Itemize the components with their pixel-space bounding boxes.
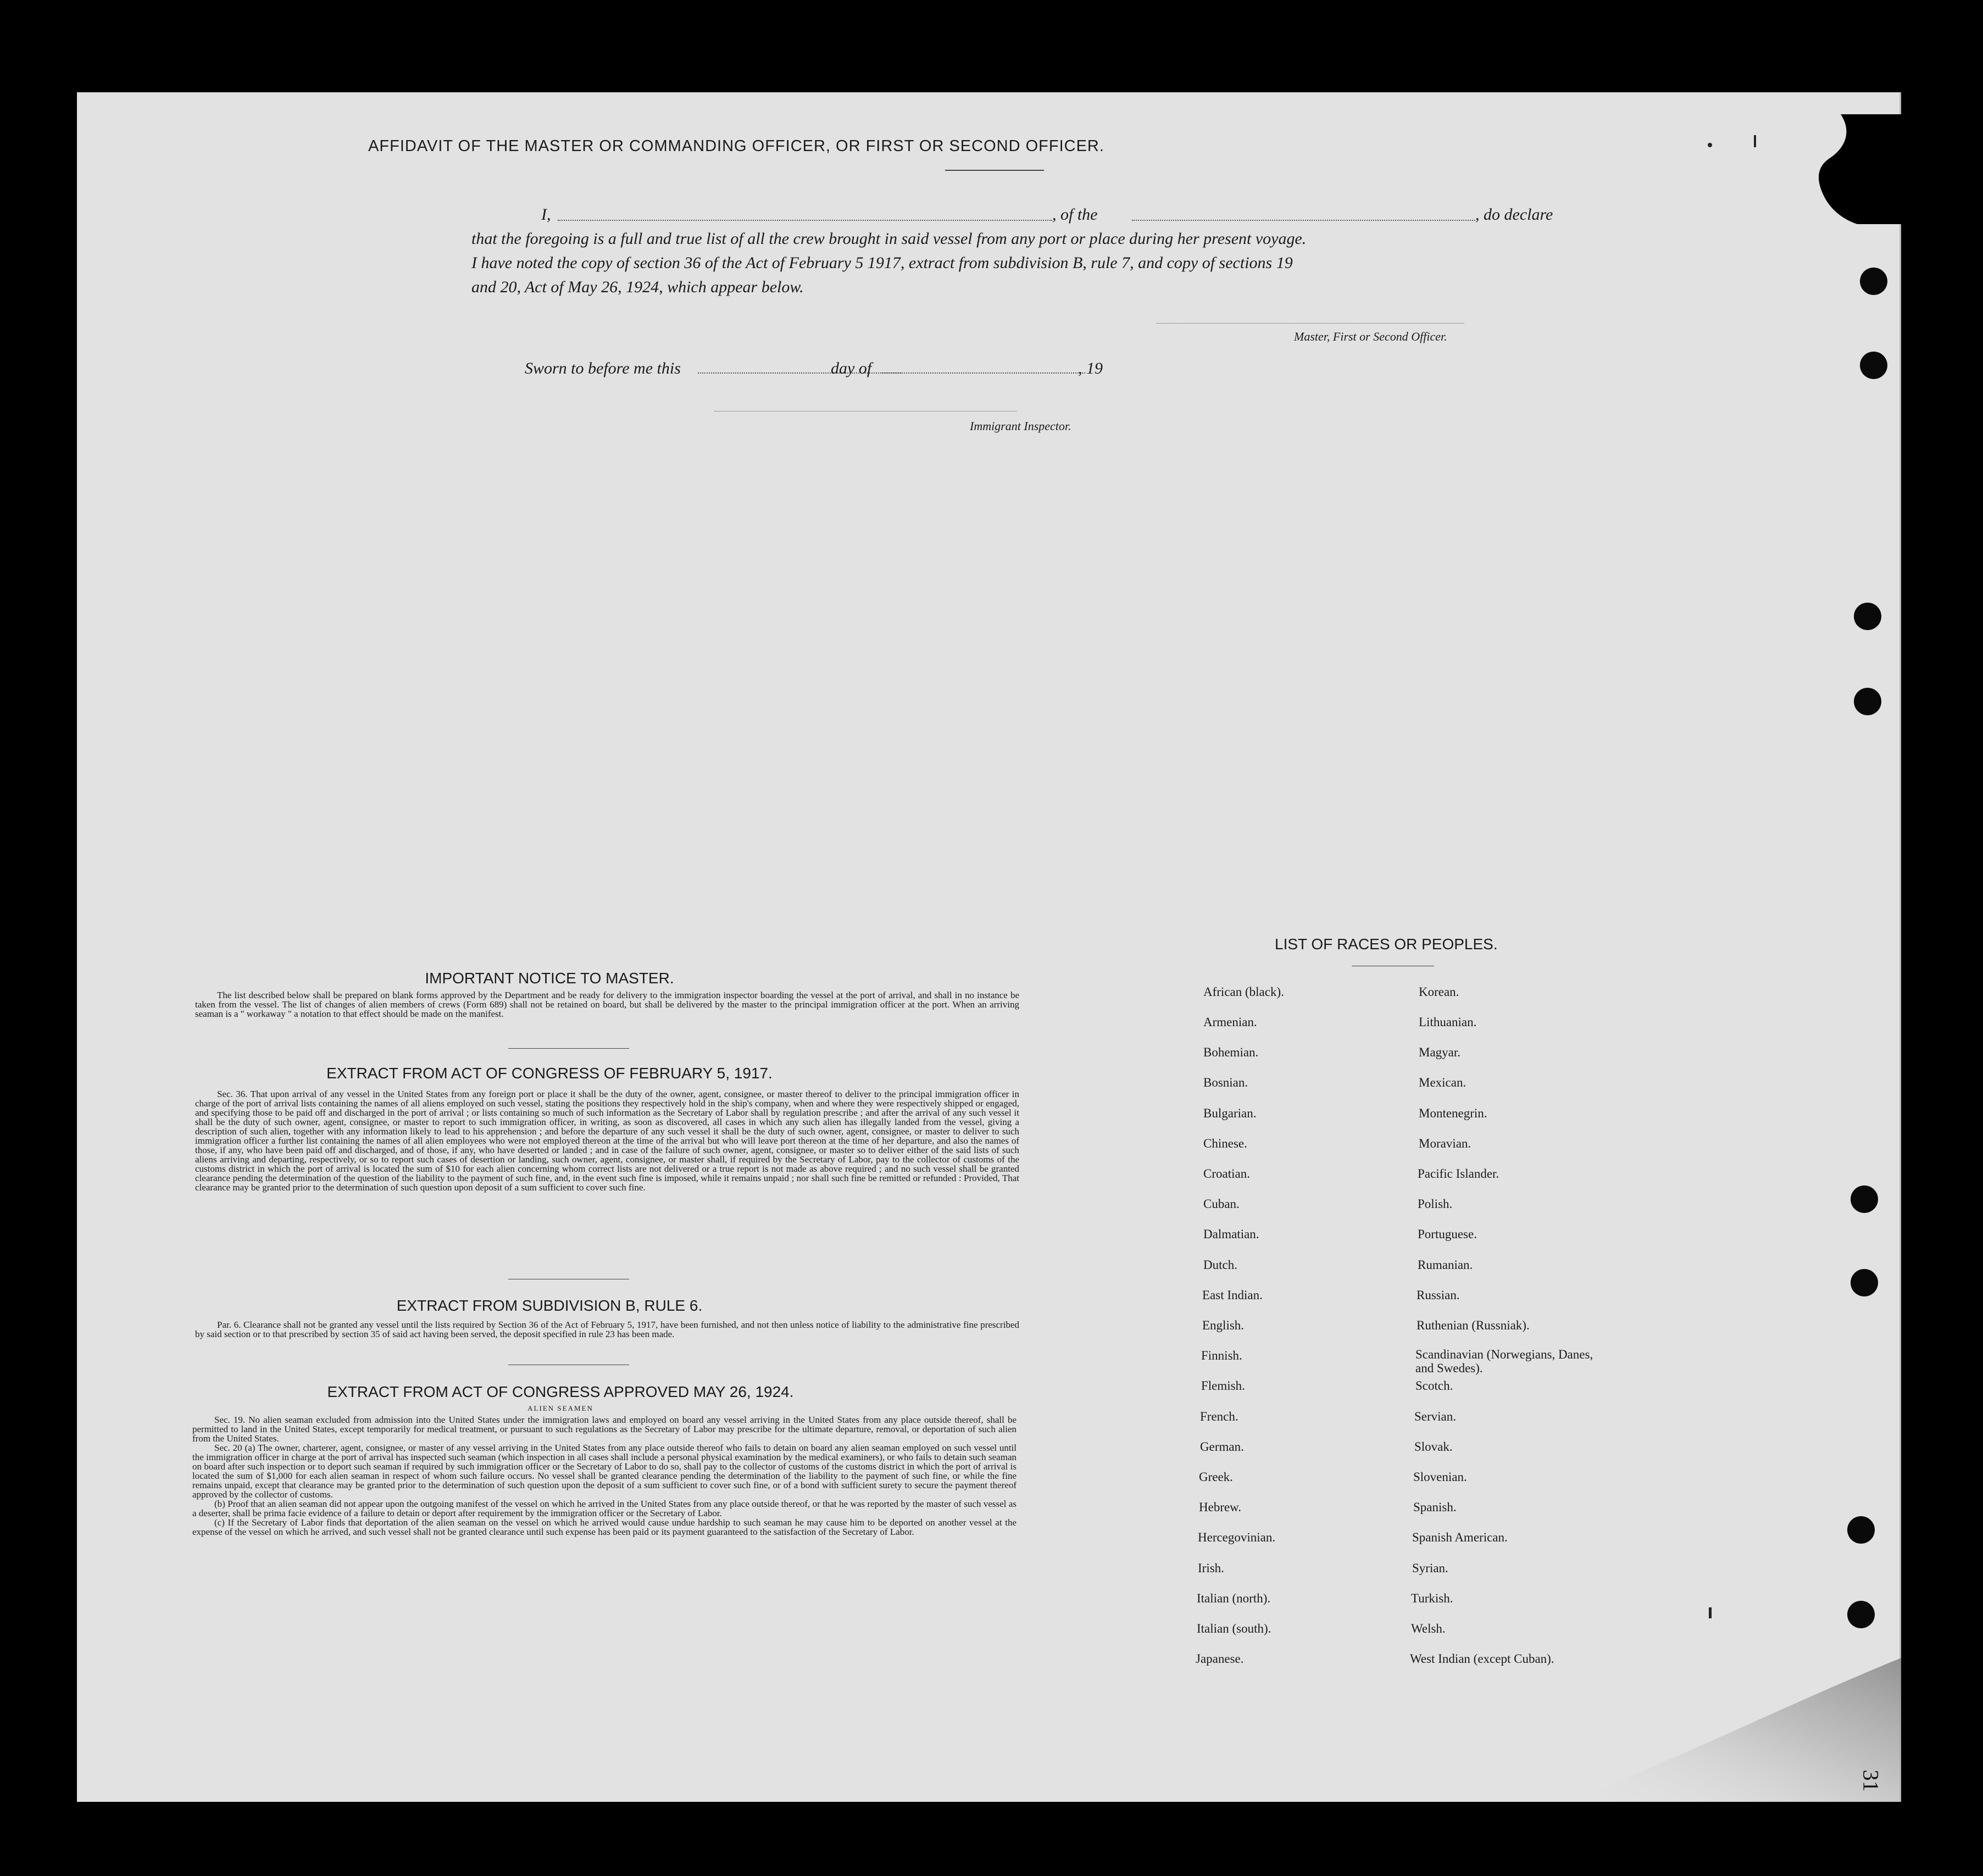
section-20a-paragraph: Sec. 20 (a) The owner, charterer, agent, consignee, or master of any vessel arriving in the United States from any place outside thereof who fails to detain on board any alien seaman employed on such vessel until the immigration officer in charge at the port of arrival has inspected such seaman (which inspection in all cases shall include a personal physical examination by the medical examiners), or who fails to detain such seaman on board after such inspection or to deport such seaman if required by such immigration officer or the Secretary of Labor to do so, shall pay to the collector of customs of the customs district in which the port of arrival is located the sum of $1,000 for each alien seaman in respect of whom such failure occurs. No vessel shall be granted clearance pending the determination of the liability to the payment of such fine, or while the fine remains unpaid, except that clearance may be granted prior to the determination of such question upon the deposit of a sum sufficient to cover such fine, or of a bond with sufficient surety to secure the payment thereof approved by the collector of customs. [192,1443,1017,1500]
affidavit-line-3: I have noted the copy of section 36 of the Act of February 5 1917, extract from subdivision B, rule 7, and copy of sections 19 [471,254,1293,272]
race-item: Welsh. [1411,1622,1446,1635]
race-item: Russian. [1417,1288,1460,1302]
race-item: Italian (south). [1197,1622,1271,1635]
document-page [77,92,1901,1802]
race-item: Scandinavian (Norwegians, Danes, and Swedes). [1415,1348,1593,1375]
affidavit-i: I, [541,205,551,224]
race-item: Hebrew. [1199,1500,1242,1514]
race-item: Slovak. [1414,1440,1453,1454]
affidavit-line-4: and 20, Act of May 26, 1924, which appear below. [471,278,804,296]
race-item: Portuguese. [1418,1227,1477,1241]
race-item: Moravian. [1419,1137,1471,1150]
race-item: Flemish. [1201,1379,1245,1393]
races-title: LIST OF RACES OR PEOPLES. [1275,936,1498,953]
race-item: Scotch. [1415,1379,1453,1393]
extract-1924-title: EXTRACT FROM ACT OF CONGRESS APPROVED MAY 26, 1924. [327,1383,794,1400]
stained-corner [1495,1658,1901,1802]
binder-hole [1854,603,1881,630]
race-item: Montenegrin. [1419,1106,1487,1120]
signature-label: Master, First or Second Officer. [1294,330,1447,343]
section-19-paragraph: Sec. 19. No alien seaman excluded from admission into the United States under the immigration laws and employed on board any vessel arriving in the United States from any place outside thereof, shall be permitted to land in the United States, except temporarily for medical treatment, or pursuant to such regulations as the Secretary of Labor may prescribe for the ultimate departure, removal, or deportation of such alien from the United States. [192,1415,1017,1444]
race-item: Greek. [1199,1470,1233,1484]
sworn-month-blank[interactable] [882,372,1085,374]
sworn-text: Sworn to before me this [525,359,681,377]
race-item: Italian (north). [1197,1591,1271,1605]
margin-mark [1709,1607,1712,1618]
affidavit-line-1 [541,202,551,227]
name-blank[interactable] [558,220,1052,221]
race-item: Servian. [1414,1410,1457,1423]
race-item: Hercegovinian. [1198,1530,1276,1544]
race-item: Cuban. [1203,1197,1240,1211]
race-item: German. [1200,1440,1244,1454]
race-item: Lithuanian. [1419,1015,1477,1029]
binder-hole [1860,268,1887,295]
notice-title: IMPORTANT NOTICE TO MASTER. [425,970,674,987]
sworn-year: , 19 [1078,359,1103,377]
race-item: Irish. [1198,1561,1224,1575]
race-item: Bulgarian. [1203,1106,1257,1120]
race-item: Bohemian. [1203,1045,1259,1059]
torn-corner [1808,114,1901,224]
race-item: Pacific Islander. [1418,1167,1499,1181]
race-item: Japanese. [1196,1652,1244,1666]
extract-1917-title: EXTRACT FROM ACT OF CONGRESS OF FEBRUARY 5, 1917. [326,1065,773,1082]
extract-1917-body: Sec. 36. That upon arrival of any vessel in the United States from any foreign port or place it shall be the duty of the owner, agent, consignee, or master thereof to deliver to the principal immigration officer in charge of the port of arrival lists containing the names of all aliens employed on such vessel, stating the positions they respectively hold in the ship's company, when and where they were respectively shipped or engaged, and specifying those to be paid off and discharged in the port of arrival ; or lists containing so much of such information as the Secretary of Labor shall by regulation prescribe ; and after the arrival of any such vessel it shall be the duty of such owner, agent, consignee, or master to report to such immigration officer, in writing, as soon as discovered, all cases in which any such alien has illegally landed from the vessel, giving a description of such alien, together with any information likely to lead to his apprehension ; and before the departure of any such vessel it shall be the duty of such owner, agent, consignee, or master to deliver to such immigration officer a further list containing the names of all alien employees who were not employed thereon at the time of the arrival but who will leave port thereon at the time of her departure, and also the names of those, if any, who have been paid off and discharged, and of those, if any, who have deserted or landed ; and in case of the failure of such owner, agent, consignee, or master so to deliver either of the said lists of such aliens arriving and departing, respectively, or so to report such cases of desertion or landing, such owner, agent, consignee, or master shall, if required by the Secretary of Labor, pay to the collector of customs of the customs district in which the port of arrival is located the sum of $10 for each alien concerning whom correct lists are not delivered or a true report is not made as above required ; and no such vessel shall be granted clearance pending the determination of the question of the liability to the payment of such fine, and, in the event such fine is imposed, while it remains unpaid ; nor shall such fine be remitted or refunded : Provided, That clearance may be granted prior to the determination of such question upon deposit of a sum sufficient to cover such fine. [195,1089,1019,1193]
race-item: Armenian. [1203,1015,1257,1029]
inspector-label: Immigrant Inspector. [970,419,1071,433]
race-item: Bosnian. [1203,1076,1248,1089]
race-item: Turkish. [1411,1591,1453,1605]
title-rule [945,170,1044,171]
race-item: Spanish. [1413,1500,1457,1514]
margin-mark [1754,135,1756,147]
binder-hole [1860,352,1887,379]
race-item: Chinese. [1203,1137,1247,1150]
race-item: Polish. [1418,1197,1453,1211]
race-item: East Indian. [1202,1288,1263,1302]
sworn-day: day of [831,359,872,377]
race-item: English. [1202,1318,1245,1332]
notice-rule [508,1048,629,1049]
race-item: French. [1200,1410,1238,1423]
extract-1924-body [192,1415,1017,1537]
rule6-title: EXTRACT FROM SUBDIVISION B, RULE 6. [396,1297,703,1314]
page-edge [1899,92,1901,1802]
binder-hole [1854,688,1881,715]
affidavit-title: AFFIDAVIT OF THE MASTER OR COMMANDING OFFICER, OR FIRST OR SECOND OFFICER. [368,137,1104,155]
margin-mark [1708,143,1712,147]
race-item: Mexican. [1419,1076,1467,1089]
binder-hole [1847,1601,1875,1628]
race-item: African (black). [1203,985,1284,999]
binder-hole [1847,1516,1875,1544]
binder-hole [1851,1185,1878,1213]
extract-1924-subtitle: ALIEN SEAMEN [527,1404,593,1412]
affidavit-line-2: that the foregoing is a full and true list of all the crew brought in said vessel from any port or place during her present voyage. [471,230,1307,248]
race-item: Finnish. [1201,1349,1242,1362]
race-item: Syrian. [1412,1561,1448,1575]
race-item: Spanish American. [1412,1530,1508,1544]
race-item: West Indian (except Cuban). [1410,1652,1554,1666]
race-item: Magyar. [1419,1045,1461,1059]
binder-hole [1851,1269,1878,1296]
affidavit-declare: , do declare [1475,205,1553,224]
race-item: Ruthenian (Russniak). [1417,1318,1530,1332]
race-item: Croatian. [1203,1167,1250,1181]
race-item: Dalmatian. [1203,1227,1259,1241]
signature-blank[interactable] [1157,323,1464,324]
race-item: Slovenian. [1413,1470,1467,1484]
notice-body: The list described below shall be prepared on blank forms approved by the Department and be ready for delivery to the immigration inspector boarding the vessel at the port of arrival, and shall in no instance be taken from the vessel. The list of changes of alien members of crews (Form 689) shall not be retained on board, but shall be delivered by the master to the principal immigration officer at the port. When an arriving seaman is a " workaway " a notation to that effect should be made on the manifest. [195,990,1019,1019]
section-20c-paragraph: (c) If the Secretary of Labor finds that deportation of the alien seaman on the vessel on which he arrived would cause undue hardship to such seaman he may cause him to be deported on another vessel at the expense of the vessel on which he arrived, and such vessel shall not be granted clearance until such expense has been paid or its payment guaranteed to the satisfaction of the Secretary of Labor. [192,1517,1017,1537]
race-item: Dutch. [1203,1258,1237,1272]
rule6-body: Par. 6. Clearance shall not be granted any vessel until the lists required by Section 36 of the Act of February 5, 1917, have been furnished, and not then unless notice of liability to the administrative fine prescribed by said section or to that prescribed by section 35 of said act having been served, the deposit specified in rule 23 has been made. [195,1320,1019,1339]
race-item: Rumanian. [1418,1258,1473,1272]
affidavit-of: , of the [1052,205,1098,224]
race-item: Korean. [1419,985,1459,999]
vessel-blank[interactable] [1132,220,1475,221]
section-20b-paragraph: (b) Proof that an alien seaman did not appear upon the outgoing manifest of the vessel on which he arrived in the United States from any place outside thereof, or that he was reported by the master of such vessel as a deserter, shall be prima facie evidence of a failure to detain or deport after requirement by the immigration officer or the Secretary of Labor. [192,1499,1017,1518]
page-number-mark: 31 [1858,1769,1884,1792]
